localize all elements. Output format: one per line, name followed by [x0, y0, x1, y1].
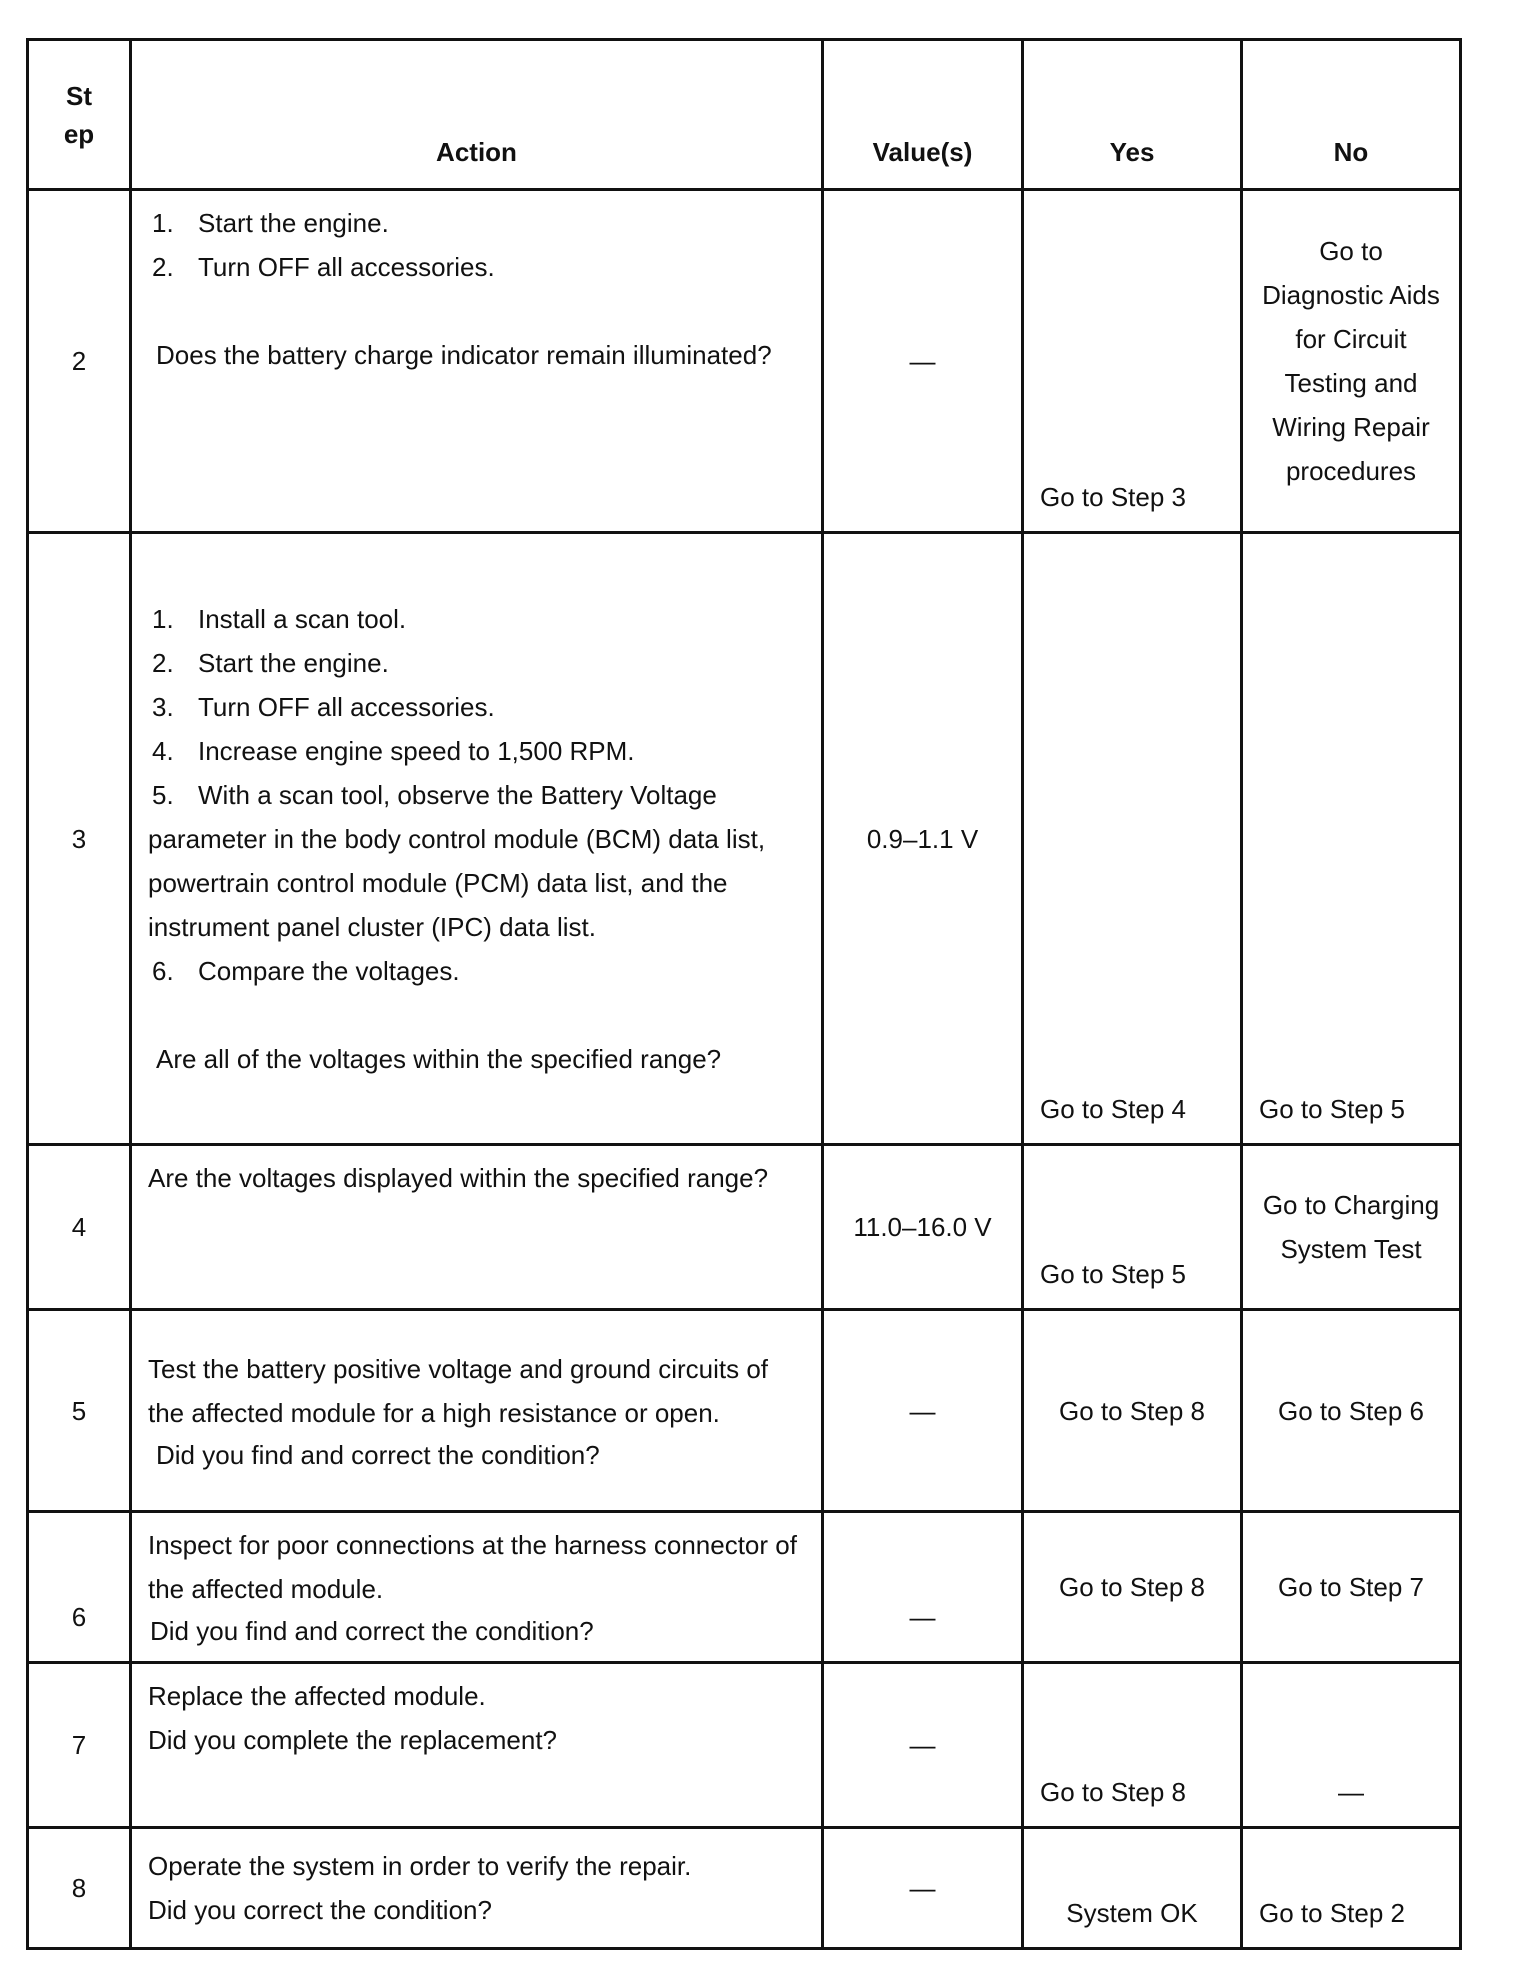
value-cell: — [823, 190, 1023, 533]
no-cell: Go to Step 6 [1242, 1310, 1461, 1512]
header-yes: Yes [1023, 40, 1242, 190]
header-step-line-1: St [66, 80, 92, 111]
action-cell [131, 1310, 823, 1512]
step-text: Turn OFF all accessories. [198, 252, 495, 282]
step-text: With a scan tool, observe the Battery Voltage parameter in the body control module (BCM) data list, powertrain control module (PCM) data list, and the instrument panel cluster (IPC) data list. [148, 779, 766, 942]
value-cell: 11.0–16.0 V [823, 1145, 1023, 1310]
step-number: 7 [28, 1663, 131, 1828]
action-text: Operate the system in order to verify the repair. [148, 1851, 692, 1881]
step-number: 4 [28, 1145, 131, 1310]
question-text: Did you correct the condition? [148, 1895, 492, 1925]
table-row [28, 190, 1461, 533]
no-cell: Go to Step 2 [1242, 1828, 1461, 1949]
table-row [28, 1512, 1461, 1663]
step-number: 3 [28, 533, 131, 1145]
list-item: 4. Increase engine speed to 1,500 RPM. [152, 735, 635, 766]
yes-cell: Go to Step 8 [1023, 1512, 1242, 1663]
action-cell [131, 1512, 823, 1663]
question-text: Did you find and correct the condition? [156, 1439, 600, 1470]
list-item: 2. Turn OFF all accessories. [152, 252, 495, 282]
header-values: Value(s) [823, 40, 1023, 190]
step-text: Install a scan tool. [198, 603, 407, 634]
header-row [28, 40, 1461, 190]
step-number: 5 [28, 1310, 131, 1512]
yes-cell: Go to Step 8 [1023, 1663, 1242, 1828]
table-row [28, 1310, 1461, 1512]
action-text: Replace the affected module. [148, 1681, 486, 1711]
action-cell [131, 1828, 823, 1949]
header-step [28, 40, 131, 190]
no-cell: Go to Diagnostic Aids for Circuit Testing and Wiring Repair procedures [1242, 190, 1461, 533]
question-text: Did you find and correct the condition? [150, 1616, 594, 1646]
question-text: Does the battery charge indicator remain illuminated? [156, 340, 772, 370]
list-item: 1. Install a scan tool. [152, 603, 407, 634]
value-cell: 0.9–1.1 V [823, 533, 1023, 1145]
step-text: Compare the voltages. [198, 955, 460, 986]
list-item: 2. Start the engine. [152, 647, 389, 678]
table-row [28, 1145, 1461, 1310]
step-text: Increase engine speed to 1,500 RPM. [198, 735, 635, 766]
action-cell [131, 1663, 823, 1828]
value-cell: — [823, 1512, 1023, 1663]
table-row [28, 533, 1461, 1145]
header-step-line-2: ep [63, 118, 95, 149]
question-text: Did you complete the replacement? [148, 1725, 558, 1755]
no-cell: Go to Charging System Test [1242, 1145, 1461, 1310]
list-item: 5. With a scan tool, observe the Battery Voltage parameter in the body control module (BCM) data list, powertrain control module (PCM) data list, and the instrument panel cluster (IPC) data list. [148, 779, 766, 942]
step-number: 6 [28, 1512, 131, 1663]
diagnostic-table [26, 38, 1462, 1950]
step-text: Turn OFF all accessories. [198, 691, 495, 722]
header-action: Action [131, 40, 823, 190]
value-cell: — [823, 1310, 1023, 1512]
action-cell [131, 190, 823, 533]
action-cell [131, 1145, 823, 1310]
list-item: 3. Turn OFF all accessories. [152, 691, 495, 722]
header-no: No [1242, 40, 1461, 190]
action-text: Inspect for poor connections at the harness connector of the affected module. [148, 1530, 797, 1604]
step-number: 2 [28, 190, 131, 533]
table-row [28, 1663, 1461, 1828]
list-item: 1. Start the engine. [152, 208, 389, 238]
action-text: Are the voltages displayed within the specified range? [148, 1163, 769, 1193]
value-cell: — [823, 1828, 1023, 1949]
no-cell: Go to Step 7 [1242, 1512, 1461, 1663]
no-cell: Go to Step 5 [1242, 533, 1461, 1145]
step-number: 8 [28, 1828, 131, 1949]
yes-cell: Go to Step 3 [1023, 190, 1242, 533]
no-cell: — [1242, 1663, 1461, 1828]
value-cell: — [823, 1663, 1023, 1828]
question-text: Are all of the voltages within the specified range? [156, 1043, 722, 1074]
yes-cell: Go to Step 8 [1023, 1310, 1242, 1512]
list-item: 6. Compare the voltages. [152, 955, 460, 986]
yes-cell: Go to Step 4 [1023, 533, 1242, 1145]
action-text: Test the battery positive voltage and ground circuits of the affected module for a high resistance or open. [148, 1353, 769, 1428]
yes-cell: System OK [1023, 1828, 1242, 1949]
table-row [28, 1828, 1461, 1949]
step-text: Start the engine. [198, 208, 389, 238]
yes-cell: Go to Step 5 [1023, 1145, 1242, 1310]
step-text: Start the engine. [198, 647, 389, 678]
action-cell [131, 533, 823, 1145]
